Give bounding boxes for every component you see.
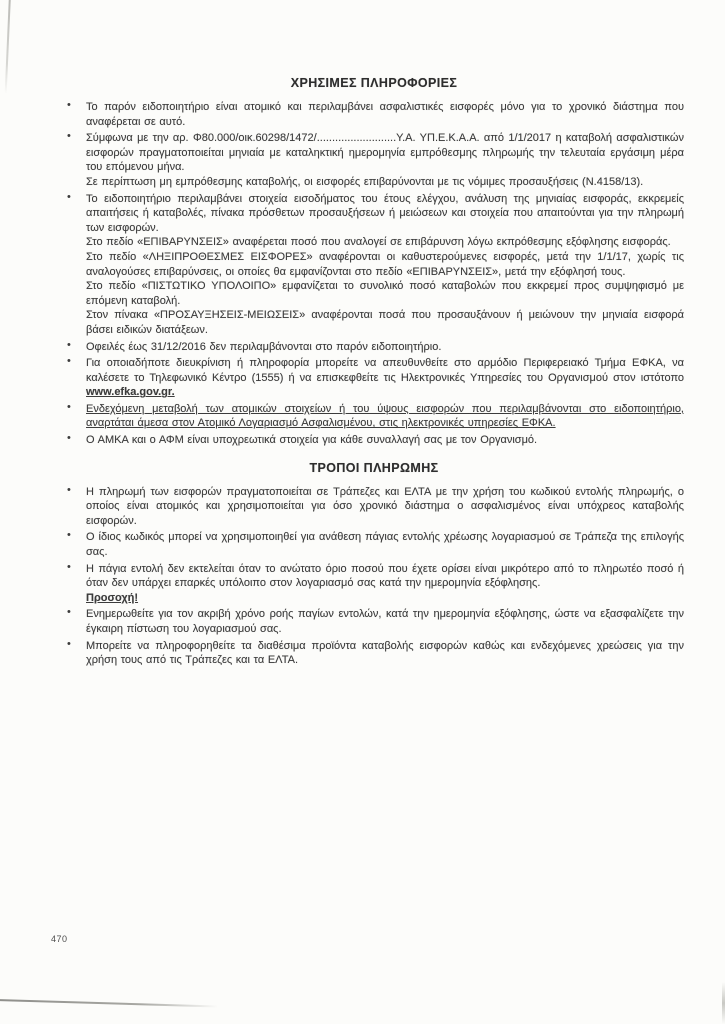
efka-url: www.efka.gov.gr. — [86, 386, 175, 399]
bullet-item — [64, 340, 684, 355]
bullet-text — [86, 607, 684, 636]
underlined-notice: Ενδεχόμενη μεταβολή των ατομικών στοιχείων ή του ύψους εισφορών που περιλαμβάνονται στο ειδοποιητήριο, αναρτάται άμεσα στον Ατομικό Λογαριασμό Ασφαλισμένου, στις ηλεκτρονικές υπηρεσίες ΕΦΚΑ. — [86, 402, 684, 430]
text-block — [86, 340, 684, 355]
bullet-icon: • — [67, 338, 71, 351]
bullet-icon: • — [67, 529, 71, 542]
text-segment: Μπορείτε να πληροφορηθείτε τα διαθέσιμα προϊόντα καταβολής εισφορών καθώς και ενδεχόμενες χρεώσεις για την χρήση τους από τις Τράπεζες και τα ΕΛΤΑ. — [86, 639, 684, 667]
bullet-icon: • — [67, 606, 71, 619]
bullet-text — [86, 100, 684, 129]
section-title-payment-methods: ΤΡΟΠΟΙ ΠΛΗΡΩΜΗΣ — [309, 460, 439, 475]
text-block — [86, 485, 684, 529]
text-block — [86, 175, 684, 190]
text-block — [86, 562, 684, 591]
text-segment: Για οποιαδήποτε διευκρίνιση ή πληροφορία μπορείτε να απευθυνθείτε στο αρμόδιο Περιφερειακό Τμήμα ΕΦΚΑ, να καλέσετε το Τηλεφωνικό Κέντρο (1555) ή να επισκεφθείτε τις Ηλεκτρονικές Υπηρεσίες του Οργανισμού στον ιστότοπο — [86, 357, 684, 384]
bullet-item — [64, 402, 684, 431]
bullet-text — [86, 192, 684, 338]
bullet-text — [86, 433, 684, 448]
text-block — [86, 530, 684, 559]
section-useful-info — [64, 76, 684, 448]
bullet-item — [64, 356, 684, 400]
bullet-text — [86, 402, 684, 431]
bullet-icon: • — [67, 400, 71, 413]
text-segment: Ο ίδιος κωδικός μπορεί να χρησιμοποιηθεί για ανάθεση πάγιας εντολής χρέωσης λογαριασμού σε Τράπεζα της επιλογής σας. — [86, 531, 684, 559]
bullet-text — [86, 530, 684, 559]
bullet-text — [86, 485, 684, 529]
text-segment: Οφειλές έως 31/12/2016 δεν περιλαμβάνονται στο παρόν ειδοποιητήριο. — [86, 340, 442, 353]
document-content — [64, 76, 684, 670]
bullet-text — [86, 340, 684, 355]
scan-fold-artifact — [5, 0, 11, 94]
text-block — [86, 433, 684, 448]
scan-line-artifact — [0, 999, 218, 1007]
text-block — [86, 591, 684, 606]
useful-info-bullet-list — [64, 100, 684, 448]
bullet-text — [86, 356, 684, 400]
text-segment: Ενημερωθείτε για τον ακριβή χρόνο ροής παγίων εντολών, κατά την ημερομηνία εξόφλησης, ώστε να εξασφαλίζετε την έγκαιρη πίστωση του λογαριασμού σας. — [86, 608, 684, 635]
payment-methods-bullet-list — [64, 485, 684, 668]
bullet-item — [64, 607, 684, 636]
text-segment: Ο ΑΜΚΑ και ο ΑΦΜ είναι υποχρεωτικά στοιχεία για κάθε συναλλαγή σας με τον Οργανισμό. — [86, 434, 538, 447]
bullet-item — [64, 100, 684, 129]
text-segment: Σε περίπτωση μη εμπρόθεσμης καταβολής, οι εισφορές επιβαρύνονται με τις νόμιμες προσαυξήσεις (Ν.4158/13). — [86, 175, 644, 188]
text-block — [86, 235, 684, 250]
text-segment: Η πληρωμή των εισφορών πραγματοποιείται σε Τράπεζες και ΕΛΤΑ με την χρήση του κωδικού εντολής πληρωμής, ο οποίος είναι ατομικός και χρησιμοποιείται για όσο χρονικό διάστημα ο ασφαλισμένος είναι υπόχρεος καταβολής εισφορών. — [86, 485, 684, 527]
bullet-icon: • — [67, 130, 71, 143]
text-block — [86, 250, 684, 279]
text-block — [86, 279, 684, 308]
text-segment: Στον πίνακα «ΠΡΟΣΑΥΞΗΣΕΙΣ-ΜΕΙΩΣΕΙΣ» αναφέρονται ποσά που προσαυξάνουν ή μειώνουν την μηνιαία εισφορά βάσει ειδικών διατάξεων. — [86, 309, 684, 336]
bullet-icon: • — [67, 483, 71, 496]
text-block — [86, 131, 684, 175]
text-segment: Στο πεδίο «ΕΠΙΒΑΡΥΝΣΕΙΣ» αναφέρεται ποσό που αναλογεί σε επιβάρυνση λόγω εκπρόθεσμης εξόφλησης εισφοράς. — [86, 236, 671, 249]
text-segment: Στο πεδίο «ΠΙΣΤΩΤΙΚΟ ΥΠΟΛΟΙΠΟ» εμφανίζεται το συνολικό ποσό καταβολών που εκκρεμεί προς συμψηφισμό με επόμενη καταβολή. — [86, 280, 684, 307]
bullet-item — [64, 562, 684, 606]
bullet-icon: • — [67, 99, 71, 111]
bullet-text — [86, 562, 684, 606]
text-segment: Το παρόν ειδοποιητήριο είναι ατομικό και περιλαμβάνει ασφαλιστικές εισφορές μόνο για το χρονικό διάστημα που αναφέρεται σε αυτό. — [86, 101, 684, 128]
bullet-item — [64, 530, 684, 559]
bullet-icon: • — [67, 432, 71, 445]
attention-label: Προσοχή! — [86, 591, 139, 604]
bullet-icon: • — [67, 355, 71, 368]
bullet-item — [64, 485, 684, 529]
text-segment: Η πάγια εντολή δεν εκτελείται όταν το ανώτατο όριο ποσού που έχετε ορίσει είναι μικρότερο από το πληρωτέο ποσό ή όταν δεν υπάρχει επαρκές υπόλοιπο στον λογαριασμό σας κατά την ημερομηνία εξόφλησης. — [86, 562, 684, 590]
section-payment-methods — [64, 461, 684, 668]
bullet-item — [64, 131, 684, 189]
text-segment: Το ειδοποιητήριο περιλαμβάνει στοιχεία εισοδήματος του έτους ελέγχου, ανάλυση της μηνιαίας εισφοράς, εκκρεμείς απαιτήσεις ή καταβολές, πίνακα πρόσθετων προσαυξήσεων ή μειώσεων και στοιχεία που απαιτούνται για την πληρωμή των εισφορών. — [86, 192, 684, 234]
text-block — [86, 639, 684, 668]
page-number: 470 — [51, 934, 68, 944]
bullet-text — [86, 131, 684, 189]
text-block — [86, 402, 684, 431]
text-segment: Στο πεδίο «ΛΗΞΙΠΡΟΘΕΣΜΕΣ ΕΙΣΦΟΡΕΣ» αναφέρονται οι καθυστερούμενες εισφορές, μετά την 1/1/17, χωρίς τις αναλογούσες επιβαρύνσεις, οι οποίες θα εμφανίζονται στο πεδίο «ΕΠΙΒΑΡΥΝΣΕΙΣ», μετά την εξόφλησή τους. — [86, 250, 684, 278]
bullet-item — [64, 433, 684, 448]
bullet-item — [64, 639, 684, 668]
text-block — [86, 100, 684, 129]
text-segment: Σύμφωνα με την αρ. Φ80.000/οικ.60298/1472/..........................Υ.Α. ΥΠ.Ε.Κ.Α.Α. από 1/1/2017 η καταβολή ασφαλιστικών εισφορών πραγματοποιείται μηνιαία με καταληκτική ημερομηνία εμπρόθεσμης πληρωμής την τελευταία εργάσιμη μέρα του επόμενου μήνα. — [86, 132, 684, 174]
bullet-text — [86, 639, 684, 668]
bullet-icon: • — [67, 190, 71, 203]
text-block — [86, 308, 684, 337]
text-block — [86, 356, 684, 400]
text-block — [86, 192, 684, 236]
bullet-item — [64, 192, 684, 338]
text-block — [86, 607, 684, 636]
section-title-useful-info: ΧΡΗΣΙΜΕΣ ΠΛΗΡΟΦΟΡΙΕΣ — [290, 76, 458, 90]
bullet-icon: • — [67, 637, 71, 650]
bullet-icon: • — [67, 560, 71, 573]
